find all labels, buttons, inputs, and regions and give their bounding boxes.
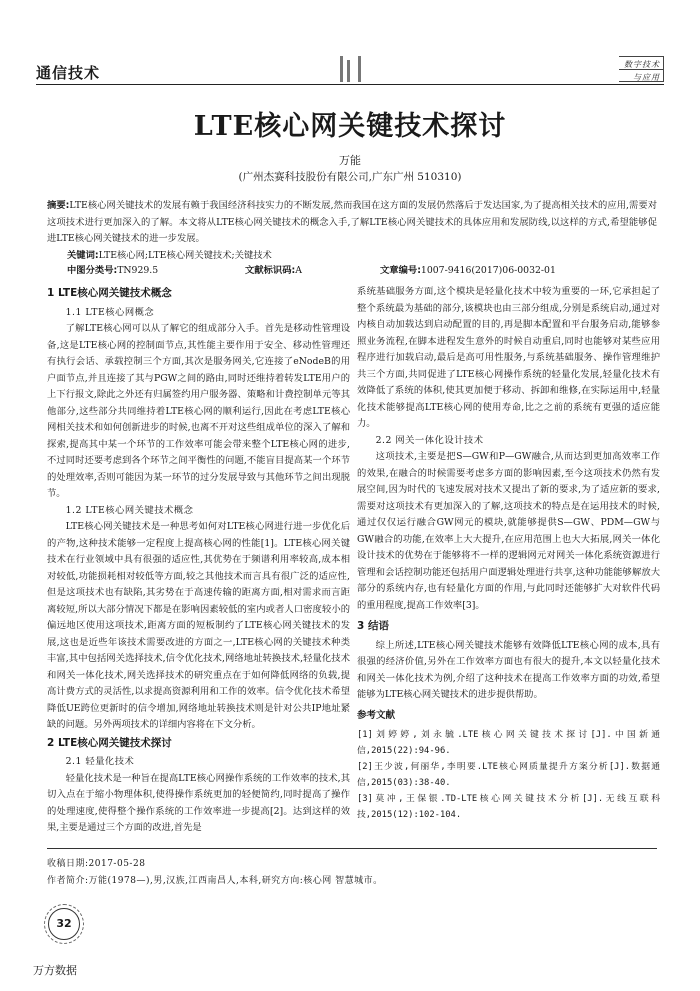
references-heading: 参考文献: [357, 709, 396, 721]
doc-code-label: 文献标识码:: [245, 265, 296, 276]
subsection-heading: 1.2 LTE核心网关键技术概念: [65, 504, 194, 516]
abstract-label: 摘要:: [47, 200, 70, 211]
reference-item: [3]莫冲,王保银.TD-LTE核心网关键技术分析[J].无线互联科技,2015(12):102-104.: [357, 794, 660, 820]
page-number: 32: [48, 908, 80, 940]
paragraph: 综上所述,LTE核心网关键技术能够有效降低LTE核心网的成本,具有很强的经济价值,另外在工作效率方面也有很大的提升,本文以轻量化技术和网关一体化技术为例,介绍了这种技术在提高工作效率方面的功效,希望能够为LTE核心网关键技术的进步提供帮助。: [357, 639, 660, 700]
journal-header: [36, 50, 664, 90]
journal-logo: [602, 52, 664, 84]
subsection-heading: 1.1 LTE核心网概念: [65, 306, 155, 318]
header-decoration: [338, 56, 364, 82]
left-column: [47, 284, 350, 837]
article-title: LTE核心网关键技术探讨: [193, 111, 507, 142]
document-code: [245, 262, 302, 276]
paragraph: 了解LTE核心网可以从了解它的组成部分入手。首先是移动性管理设备,这是LTE核心网的控制面节点,其性能主要作用于安全、移动性管理还有执行会话、承载控制三个方面,其次是服务网关,它连接了eNodeB的用户面节点,并且连接了其与PGW之间的路由,同时还维持着转发LTE用户的上下行报文,除此之外还有归属签约用户服务器、策略和计费控制单元等其他部分,这些部分共同维持着LTE核心网的顺利运行,因此在考虑LTE核心网相关技术和如何创新进步的时候,也离不开对这些组成单位的深入了解和探索,提高其中某一个环节的工作效率可能会带来整个LTE核心网的进步,不过同时还要考虑到各个环节之间平衡性的问题,不能盲目提高某一个环节的处理效率,否则可能因为某一环节的过分发展导致与其他环节之间出现脱节。: [47, 323, 350, 499]
reference-item: [2]王少波,何丽华,李明要.LTE核心网质量提升方案分析[J].数据通信,2015(03):38-40.: [357, 762, 660, 788]
keywords-text: LTE核心网;LTE核心网关键技术;关键技术: [98, 250, 272, 261]
subsection-heading: 2.1 轻量化技术: [65, 756, 135, 767]
section-heading: 3 结语: [357, 620, 389, 632]
references-list: [357, 727, 660, 823]
reference-item: [1]刘婷婷,刘永毓.LTE核心网关键技术探讨[J].中国新通信,2015(22):94-96.: [357, 730, 660, 756]
paragraph: 轻量化技术是一种旨在提高LTE核心网操作系统的工作效率的技术,其切入点在于缩小物理体积,使得操作系统更加的轻便简约,同时提高了操作的处理速度,使得整个操作系统的工作效率进一步提高[2]。达到这样的效果,主要是通过三个方面的改进,首先是: [47, 772, 350, 833]
section-heading: 2 LTE核心网关键技术探讨: [47, 736, 172, 749]
paragraph: 这项技术,主要是把S—GW和P—GW融合,从而达到更加高效率工作的效果,在融合的时候需要考虑多方面的影响因素,至今这项技术仍然有发展空间,因为时代的飞速发展对技术又提出了新的要求,为了适应新的要求,需要对这项技术有更加深入的了解,这项技术的特点是在运用技术的时候,通过仅仅运行融合GW网元的模块,就能够提供S—GW、PDM—GW与GW融合的功能,在效率上大大提升,在应用范围上也大大拓展,网关一体化设计技术的优势在于能够将不一样的逻辑网元对网关一体化系统资源进行管理和会话控制功能还包括用户面逻辑处理进行共享,这种功能能够解放大部分的系统内存,也有轻量化方面的作用,与此同时还能够扩大对软件代码的重用程度,提高工作效率[3]。: [357, 451, 660, 611]
footer-divider: [47, 848, 657, 849]
brand-watermark: 万方数据: [33, 964, 77, 977]
article-number-label: 文章编号:: [380, 265, 421, 276]
logo-line-2: 与应用: [633, 73, 660, 82]
article-number: [380, 262, 556, 276]
keywords-label: 关键词:: [67, 250, 99, 261]
keywords: [67, 247, 272, 261]
journal-category: 通信技术: [36, 64, 101, 82]
subsection-heading: 2.2 网关一体化设计技术: [375, 434, 484, 446]
received-date: 收稿日期:2017-05-28: [47, 859, 146, 869]
clc-number: [67, 262, 158, 276]
right-column: [357, 284, 660, 823]
clc-label: 中图分类号:: [67, 265, 118, 276]
section-heading: 1 LTE核心网关键技术概念: [47, 287, 172, 299]
logo-line-1: 数字技术: [624, 60, 660, 69]
abstract-text: LTE核心网关键技术的发展有赖于我国经济科技实力的不断发展,然而我国在这方面的发展仍然落后于发达国家,为了提高相关技术的应用,需要对这项技术进行更加深入的了解。本文将从LTE核心网关键技术的概念入手,了解LTE核心网关键技术的具体应用和发展防线,以这样的方式,希望能够促进LTE核心网关键技术的进一步发展。: [47, 200, 658, 244]
abstract: [47, 198, 657, 248]
author-name: 万能: [339, 154, 361, 167]
header-divider: [36, 84, 664, 85]
paragraph: LTE核心网关键技术是一种思考如何对LTE核心网进行进一步优化后的产物,这种技术能够一定程度上提高核心网的性能[1]。LTE核心网关键技术在行业领域中具有很强的适应性,其优势在于频谱利用率较高,成本相对较低,功能损耗相对较低等方面,较之其他技术而言具有很广泛的适应性,但是这项技术也有缺陷,其劣势在于高速传输的距离方面,相对需求而言距离较短,所以大部分情况下都是在影响因素较低的室内或者人口密度较小的偏远地区使用这项技术,距离方面的短板制约了LTE核心网关键技术的发展,这也是近些年该技术需要改进的方面之一,LTE核心网的关键技术种类丰富,其中包括网关选择技术,信令优化技术,网络地址转换技术,轻量化技术和网关一体化技术,网关选择技术的研究重点在于如何降低网络的负载,提高计费方式的灵活性,以求提高资源利用和工作的效率。信令优化技术希望降低UE跨位更新时的信令增加,网络地址转换技术则是针对公共IP地址紧缺的问题。另外两项技术的详细内容将在下文分析。: [47, 521, 350, 730]
article-number-value: 1007-9416(2017)06-0032-01: [420, 265, 556, 276]
author-affiliation: (广州杰赛科技股份有限公司,广东广州 510310): [238, 171, 462, 183]
doc-code-value: A: [295, 265, 302, 276]
paragraph: 系统基础服务方面,这个模块是轻量化技术中较为重要的一环,它承担起了整个系统最为基础的部分,该模块也由三部分组成,分别是系统启动,通过对内核自动加载达到启动配置的目的,再是脚本配置和平台服务启动,能够参照业务流程,在脚本进程发生意外的时候自动重启,同时也能够对某些应用程序进行加载启动,最后是高可用性服务,与系统基础服务、操作管理维护共三个方面,共同促进了LTE核心网操作系统的轻量化发展,轻量化技术有效降低了系统的体积,使其更加便于移动、拆卸和维修,在实际运用中,轻量化技术能够提高LTE核心网的使用寿命,比之之前的系统有更强的适应能力。: [357, 286, 660, 429]
author-bio: 作者简介:万能(1978—),男,汉族,江西南昌人,本科,研究方向:核心网 智慧城市。: [47, 876, 383, 886]
clc-value: TN929.5: [117, 265, 159, 276]
